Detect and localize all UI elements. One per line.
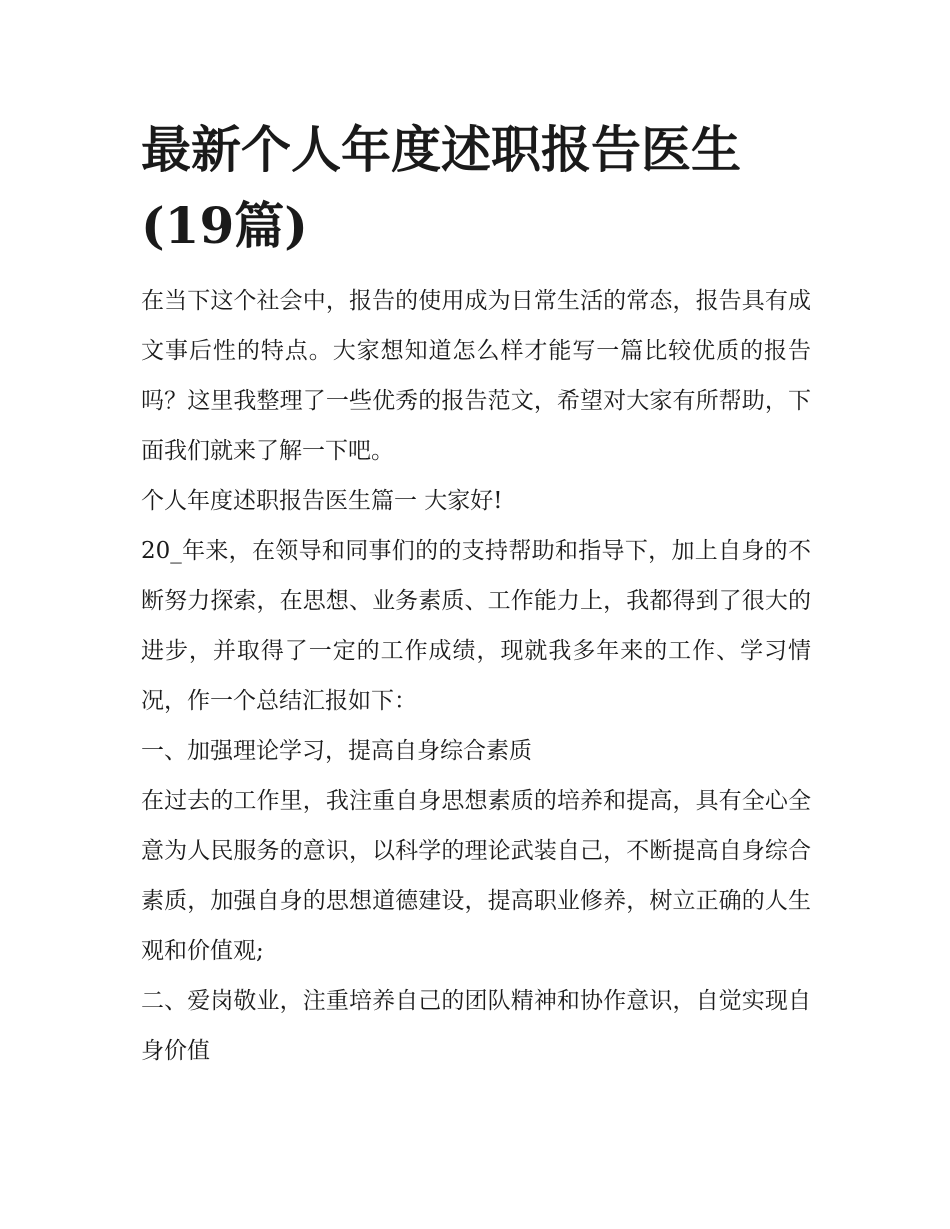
intro-paragraph: 在当下这个社会中，报告的使用成为日常生活的常态，报告具有成文事后性的特点。大家想知道怎么样才能写一篇比较优质的报告吗？这里我整理了一些优秀的报告范文，希望对大家有所帮助，下面我们就来了解一下吧。: [141, 288, 811, 464]
summary-paragraph: 20_年来，在领导和同事们的的支持帮助和指导下，加上自身的不断努力探索，在思想、业务素质、工作能力上，我都得到了很大的进步，并取得了一定的工作成绩，现就我多年来的工作、学习情况，作一个总结汇报如下：: [141, 538, 811, 714]
section-one-paragraph: 在过去的工作里，我注重自身思想素质的培养和提高，具有全心全意为人民服务的意识，以科学的理论武装自己，不断提高自身综合素质，加强自身的思想道德建设，提高职业修养，树立正确的人生观和价值观;: [141, 788, 811, 964]
section-heading-two: 二、爱岗敬业，注重培养自己的团队精神和协作意识，自觉实现自身价值: [141, 988, 811, 1064]
section-heading-greeting: 个人年度述职报告医生篇一 大家好!: [141, 488, 503, 514]
document-body: [141, 276, 811, 1076]
document-title: 最新个人年度述职报告医生(19篇): [141, 120, 741, 255]
section-heading-one: 一、加强理论学习，提高自身综合素质: [141, 738, 532, 764]
